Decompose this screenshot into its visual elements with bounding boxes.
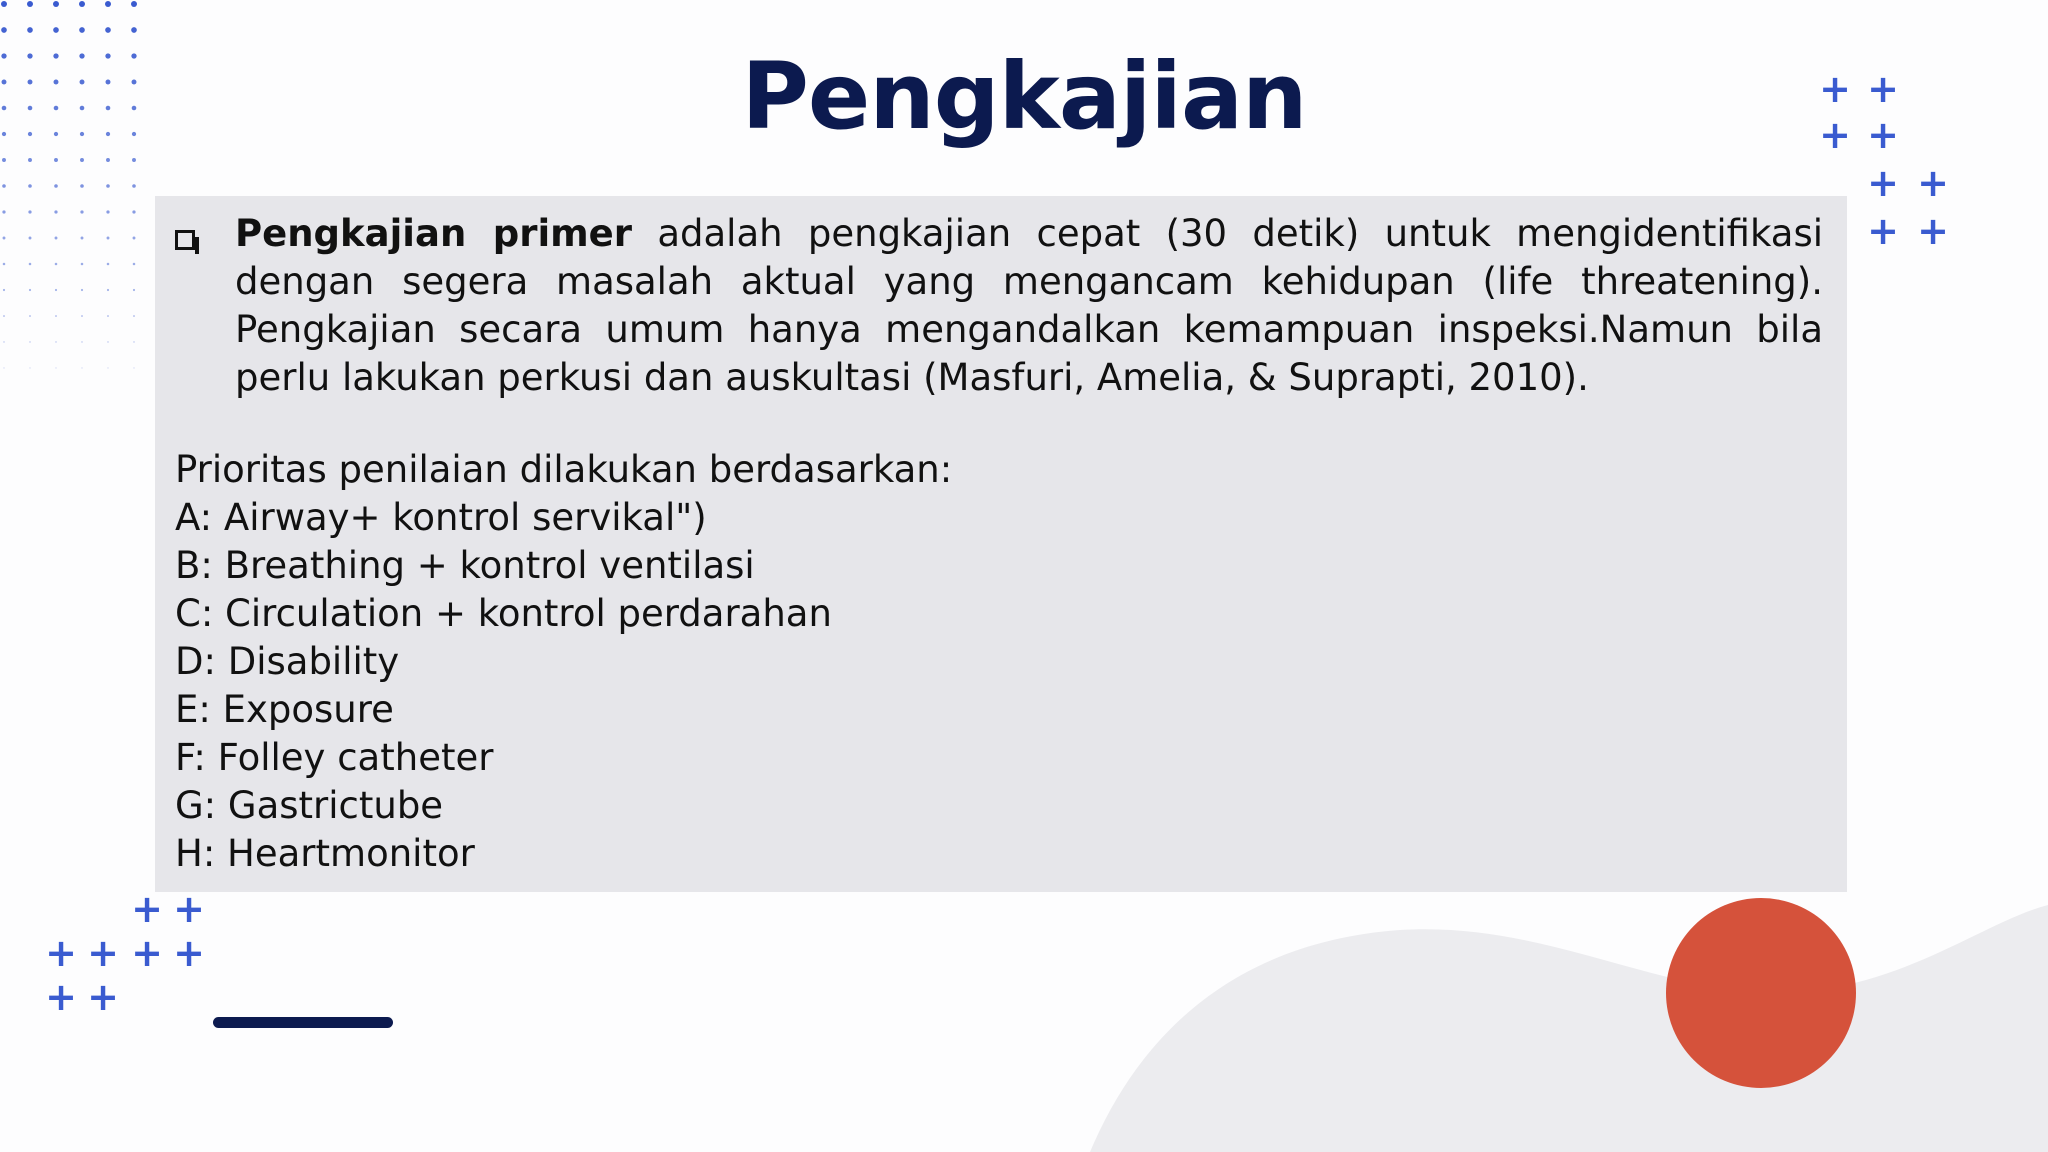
priority-item-e: E: Exposure: [175, 688, 394, 731]
content-box: [155, 196, 1847, 892]
checkbox-square-icon: [175, 230, 195, 250]
dot: [133, 315, 135, 317]
page-title: Pengkajian: [741, 43, 1307, 150]
dot: [55, 289, 57, 291]
dot: [27, 27, 33, 33]
dot: [132, 184, 136, 188]
plus-icon: +: [173, 887, 205, 931]
dot: [1, 1, 7, 7]
dot: [1, 27, 7, 33]
plus-icon: +: [1867, 209, 1899, 253]
dot: [81, 341, 82, 342]
dot: [54, 184, 58, 188]
dot: [55, 263, 58, 266]
plus-icon: +: [173, 931, 205, 975]
priority-heading: Prioritas penilaian dilakukan berdasarkan:: [175, 448, 953, 491]
dot: [80, 158, 84, 162]
priority-list: [175, 446, 1775, 878]
dot: [133, 289, 135, 291]
dot: [80, 184, 84, 188]
dot: [79, 27, 85, 33]
dot: [28, 184, 32, 188]
dot: [27, 1, 33, 7]
dot: [2, 210, 5, 213]
dot: [133, 367, 134, 368]
priority-item-b: B: Breathing + kontrol ventilasi: [175, 544, 755, 587]
decorative-red-circle: [1666, 898, 1856, 1088]
dot: [53, 27, 59, 33]
dot: [107, 341, 108, 342]
dot: [107, 289, 109, 291]
dot: [132, 210, 135, 213]
dot: [81, 263, 84, 266]
dot: [3, 289, 5, 291]
priority-item-g: G: Gastrictube: [175, 784, 444, 827]
dot: [2, 158, 6, 162]
bullet-bold-lead: Pengkajian primer: [235, 212, 633, 255]
dot: [133, 263, 136, 266]
dot: [55, 367, 56, 368]
priority-item-a: A: Airway+ kontrol servikal"): [175, 496, 707, 539]
dot: [106, 158, 110, 162]
dot: [81, 289, 83, 291]
dot: [107, 263, 110, 266]
dot: [54, 210, 57, 213]
dot: [81, 315, 83, 317]
plus-icon: +: [45, 975, 77, 1019]
priority-item-h: H: Heartmonitor: [175, 832, 475, 875]
plus-icon: +: [131, 931, 163, 975]
dot: [105, 1, 111, 7]
plus-icon: +: [1917, 161, 1949, 205]
dot: [133, 341, 134, 342]
dot: [55, 315, 57, 317]
dot: [133, 237, 136, 240]
bullet-paragraph: [235, 210, 1823, 402]
dot: [3, 341, 4, 342]
primary-assessment-bullet: [175, 210, 1823, 402]
dot: [2, 184, 6, 188]
dot: [3, 367, 4, 368]
dot: [107, 367, 108, 368]
priority-item-c: C: Circulation + kontrol perdarahan: [175, 592, 832, 635]
plus-icon: +: [87, 975, 119, 1019]
dot: [29, 237, 32, 240]
plus-icon: +: [1867, 67, 1899, 111]
dot: [107, 315, 109, 317]
dot: [29, 367, 30, 368]
plus-icon: +: [1867, 161, 1899, 205]
dot: [107, 237, 110, 240]
dot: [106, 184, 110, 188]
dot: [53, 1, 59, 7]
plus-icon: +: [131, 887, 163, 931]
priority-item-f: F: Folley catheter: [175, 736, 494, 779]
priority-item-d: D: Disability: [175, 640, 400, 683]
dot: [54, 158, 58, 162]
dot: [131, 1, 137, 7]
dot: [3, 315, 5, 317]
dot: [29, 289, 31, 291]
plus-icon: +: [1819, 67, 1851, 111]
dot: [29, 315, 31, 317]
plus-icon: +: [45, 931, 77, 975]
dot: [29, 263, 32, 266]
dot: [79, 1, 85, 7]
dot: [28, 210, 31, 213]
dot: [132, 158, 136, 162]
plus-icon: +: [1917, 209, 1949, 253]
dot: [55, 237, 58, 240]
plus-icon: +: [87, 931, 119, 975]
dot: [81, 367, 82, 368]
dot: [131, 27, 137, 33]
dot: [3, 237, 6, 240]
dot: [28, 158, 32, 162]
dot: [29, 341, 30, 342]
bullet-body-text: adalah pengkajian cepat (30 detik) untuk mengidentifikasi dengan segera masalah aktual yang mengancam kehidupan (life threatening). Pengkajian secara umum hanya mengandalkan kemampuan inspeksi.Namun bila perlu lakukan perkusi dan auskultasi (Masfuri, Amelia, & Suprapti, 2010).: [235, 212, 1823, 399]
dot: [80, 210, 83, 213]
dot: [105, 27, 111, 33]
plus-icon: +: [1819, 113, 1851, 157]
dot: [55, 341, 56, 342]
plus-icon: +: [1867, 113, 1899, 157]
dot: [81, 237, 84, 240]
dot: [106, 210, 109, 213]
dot: [3, 263, 6, 266]
decorative-underline-bar: [213, 1017, 393, 1028]
